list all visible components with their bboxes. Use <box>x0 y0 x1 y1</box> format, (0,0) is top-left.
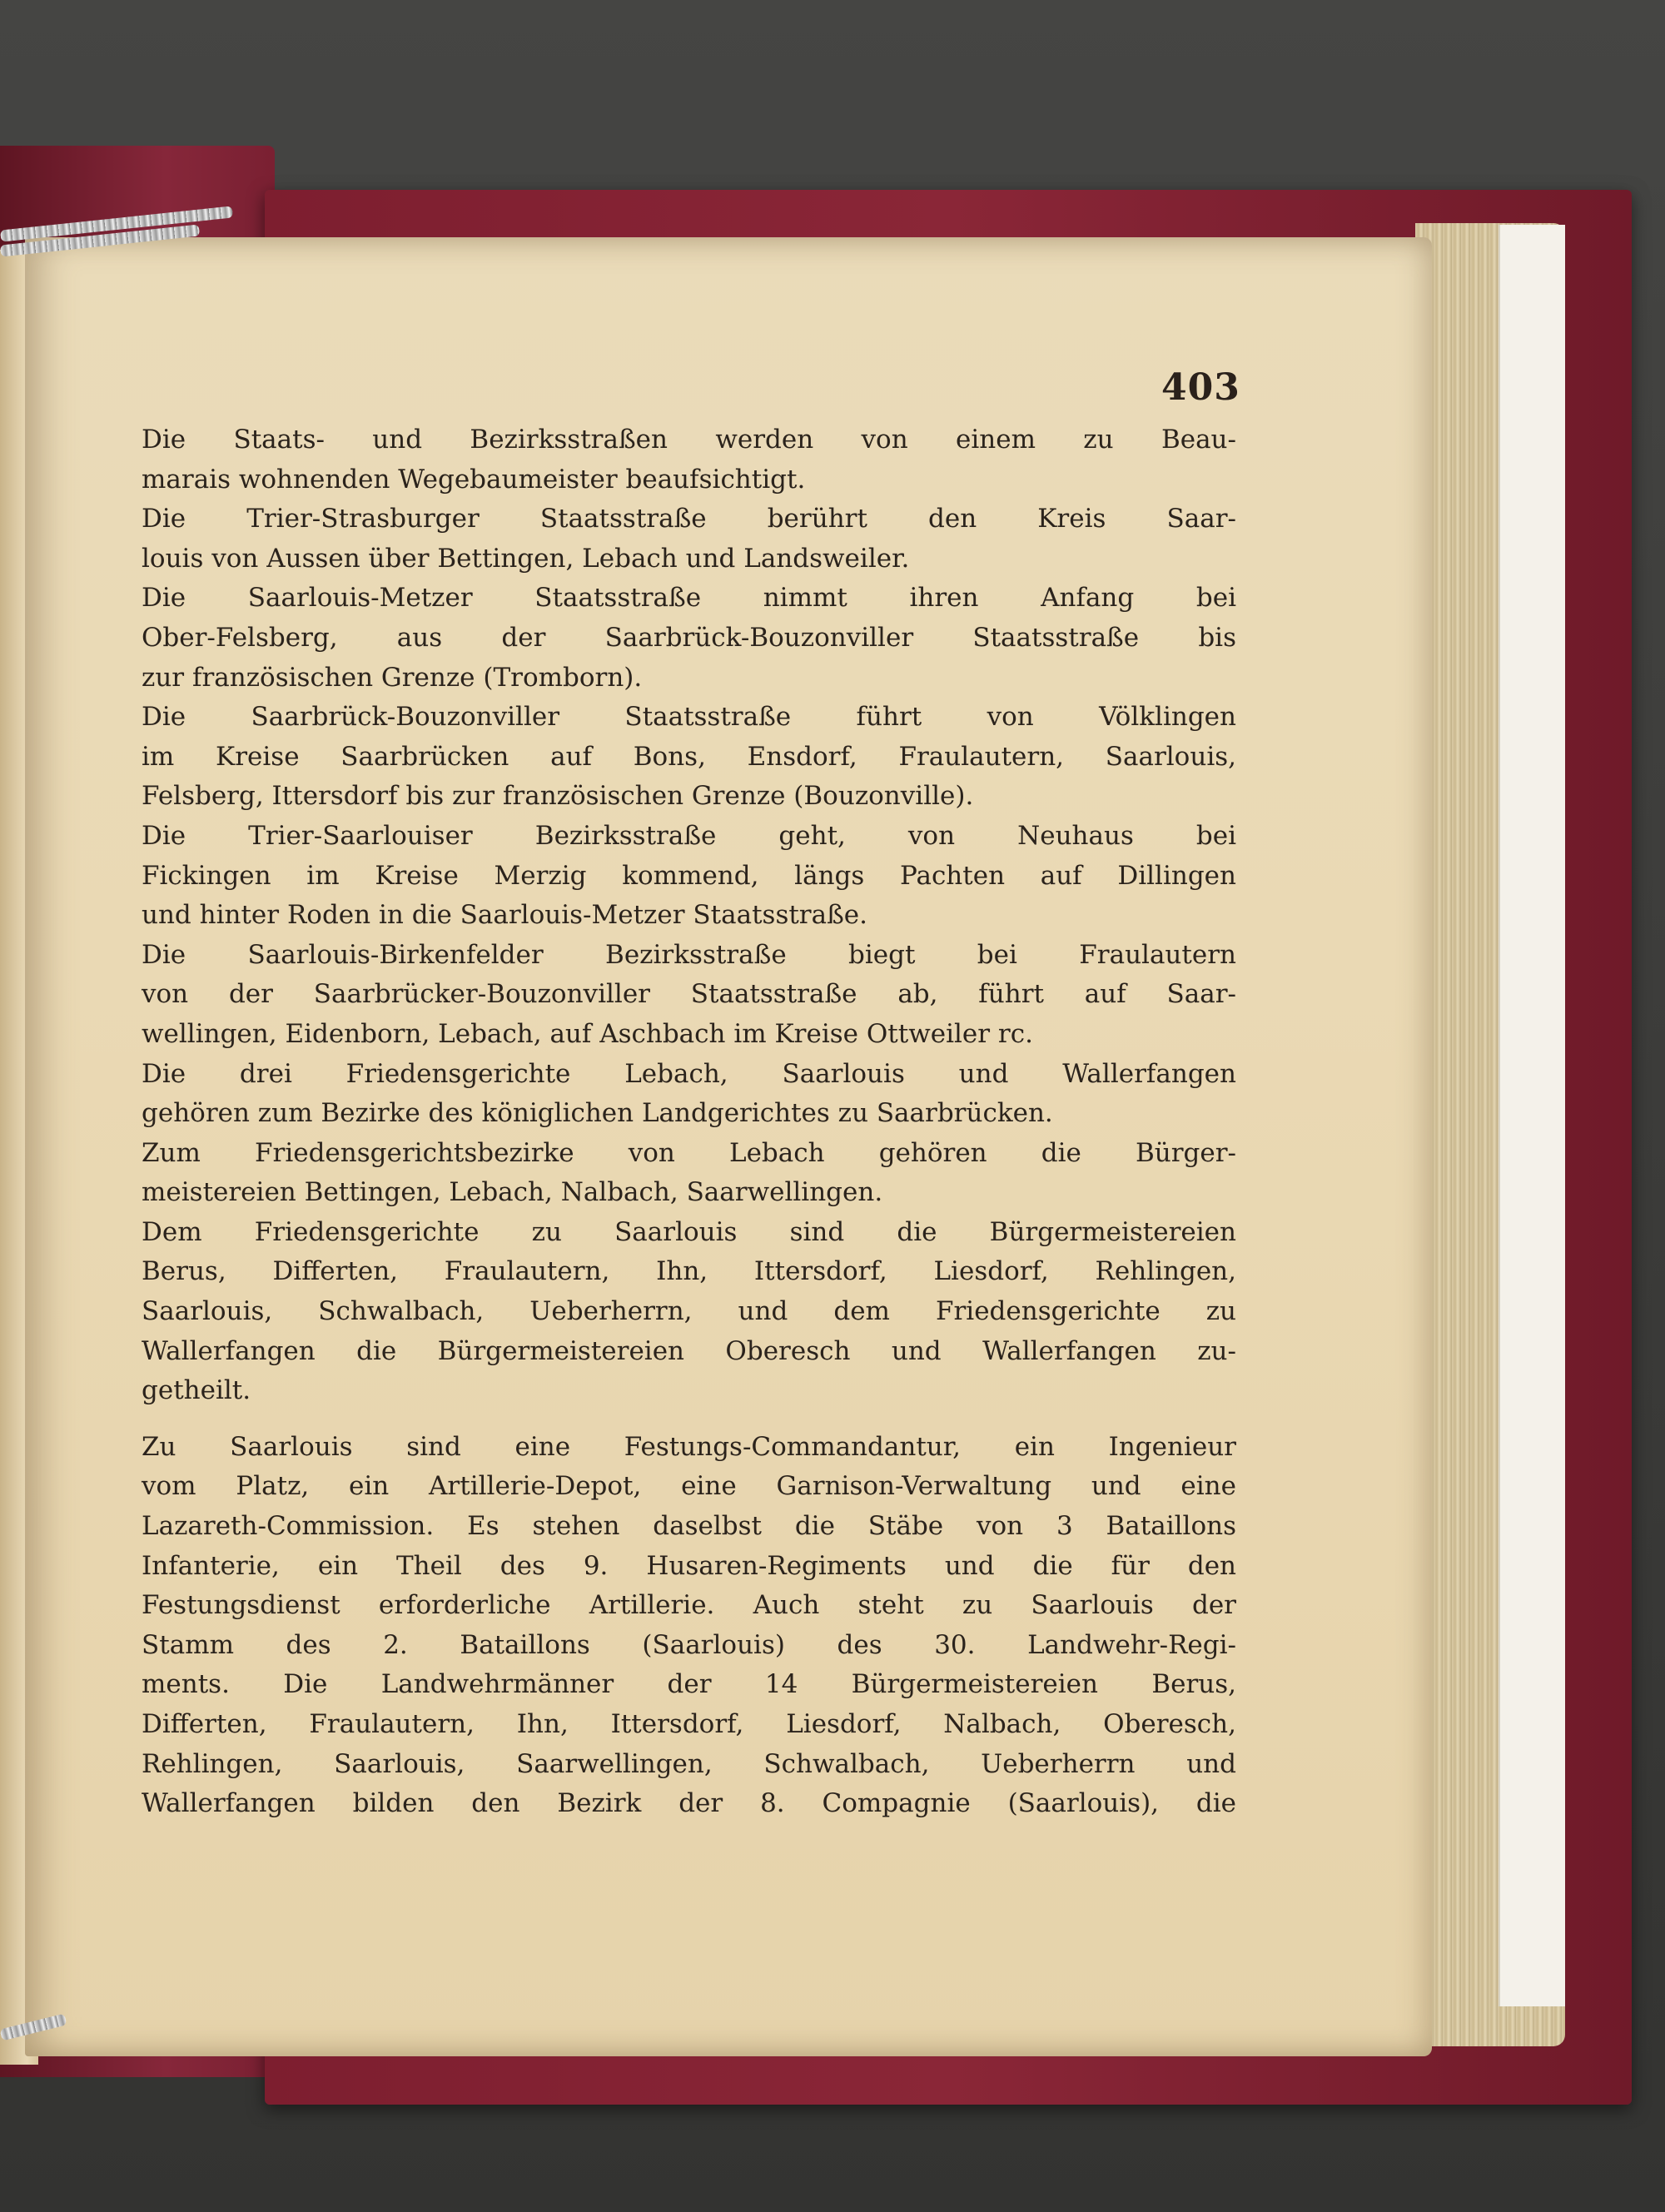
text-line: marais wohnenden Wegebaumeister beaufsichtigt. <box>142 464 806 495</box>
text-line: Stamm des 2. Bataillons (Saarlouis) des 30. Landwehr-Regi- <box>142 1629 1236 1660</box>
endpaper <box>1498 225 1565 2006</box>
text-line: louis von Aussen über Bettingen, Lebach und Landsweiler. <box>142 543 910 574</box>
text-line: Differten, Fraulautern, Ihn, Ittersdorf, Liesdorf, Nalbach, Oberesch, <box>142 1709 1236 1739</box>
text-line: Infanterie, ein Theil des 9. Husaren-Regiments und die für den <box>142 1550 1236 1581</box>
text-line: und hinter Roden in die Saarlouis-Metzer Staatsstraße. <box>142 900 868 931</box>
text-line: Die Trier-Strasburger Staatsstraße berührt den Kreis Saar- <box>142 504 1236 534</box>
text-line: getheilt. <box>142 1375 251 1406</box>
page-text <box>142 420 1236 1824</box>
text-line: Die Trier-Saarlouiser Bezirksstraße geht, von Neuhaus bei <box>142 820 1236 851</box>
text-line: Felsberg, Ittersdorf bis zur französischen Grenze (Bouzonville). <box>142 781 974 812</box>
text-line: Die Staats- und Bezirksstraßen werden von einem zu Beau- <box>142 425 1236 455</box>
text-line: Wallerfangen die Bürgermeistereien Oberesch und Wallerfangen zu- <box>142 1335 1236 1366</box>
text-line: Wallerfangen bilden den Bezirk der 8. Compagnie (Saarlouis), die <box>142 1788 1236 1819</box>
text-line: Zum Friedensgerichtsbezirke von Lebach gehören die Bürger- <box>142 1137 1236 1168</box>
text-line: meistereien Bettingen, Lebach, Nalbach, Saarwellingen. <box>142 1177 883 1208</box>
text-line: Lazareth-Commission. Es stehen daselbst die Stäbe von 3 Bataillons <box>142 1511 1236 1542</box>
text-line: Die drei Friedensgerichte Lebach, Saarlouis und Wallerfangen <box>142 1058 1236 1089</box>
text-line: ments. Die Landwehrmänner der 14 Bürgermeistereien Berus, <box>142 1669 1236 1700</box>
text-line: Die Saarbrück-Bouzonviller Staatsstraße führt von Völklingen <box>142 702 1236 733</box>
text-line: Ober-Felsberg, aus der Saarbrück-Bouzonviller Staatsstraße bis <box>142 622 1236 653</box>
page-number: 403 <box>1161 366 1240 409</box>
text-line: Zu Saarlouis sind eine Festungs-Commandantur, ein Ingenieur <box>142 1431 1236 1462</box>
text-line: gehören zum Bezirke des königlichen Landgerichtes zu Saarbrücken. <box>142 1098 1053 1129</box>
text-line: Saarlouis, Schwalbach, Ueberherrn, und dem Friedensgerichte zu <box>142 1296 1236 1327</box>
paragraph-gap <box>142 1411 1236 1428</box>
text-line: Die Saarlouis-Metzer Staatsstraße nimmt ihren Anfang bei <box>142 583 1236 614</box>
text-line: zur französischen Grenze (Tromborn). <box>142 662 643 693</box>
text-line: Dem Friedensgerichte zu Saarlouis sind die Bürgermeistereien <box>142 1216 1236 1247</box>
text-line: wellingen, Eidenborn, Lebach, auf Aschbach im Kreise Ottweiler rc. <box>142 1018 1033 1049</box>
text-line: Rehlingen, Saarlouis, Saarwellingen, Schwalbach, Ueberherrn und <box>142 1748 1236 1779</box>
text-line: vom Platz, ein Artillerie-Depot, eine Garnison-Verwaltung und eine <box>142 1471 1236 1502</box>
text-line: im Kreise Saarbrücken auf Bons, Ensdorf, Fraulautern, Saarlouis, <box>142 741 1236 772</box>
text-line: Berus, Differten, Fraulautern, Ihn, Ittersdorf, Liesdorf, Rehlingen, <box>142 1256 1236 1287</box>
text-line: Festungsdienst erforderliche Artillerie. Auch steht zu Saarlouis der <box>142 1590 1236 1621</box>
text-line: Fickingen im Kreise Merzig kommend, längs Pachten auf Dillingen <box>142 860 1236 891</box>
text-line: von der Saarbrücker-Bouzonviller Staatsstraße ab, führt auf Saar- <box>142 979 1236 1010</box>
text-line: Die Saarlouis-Birkenfelder Bezirksstraße biegt bei Fraulautern <box>142 939 1236 970</box>
